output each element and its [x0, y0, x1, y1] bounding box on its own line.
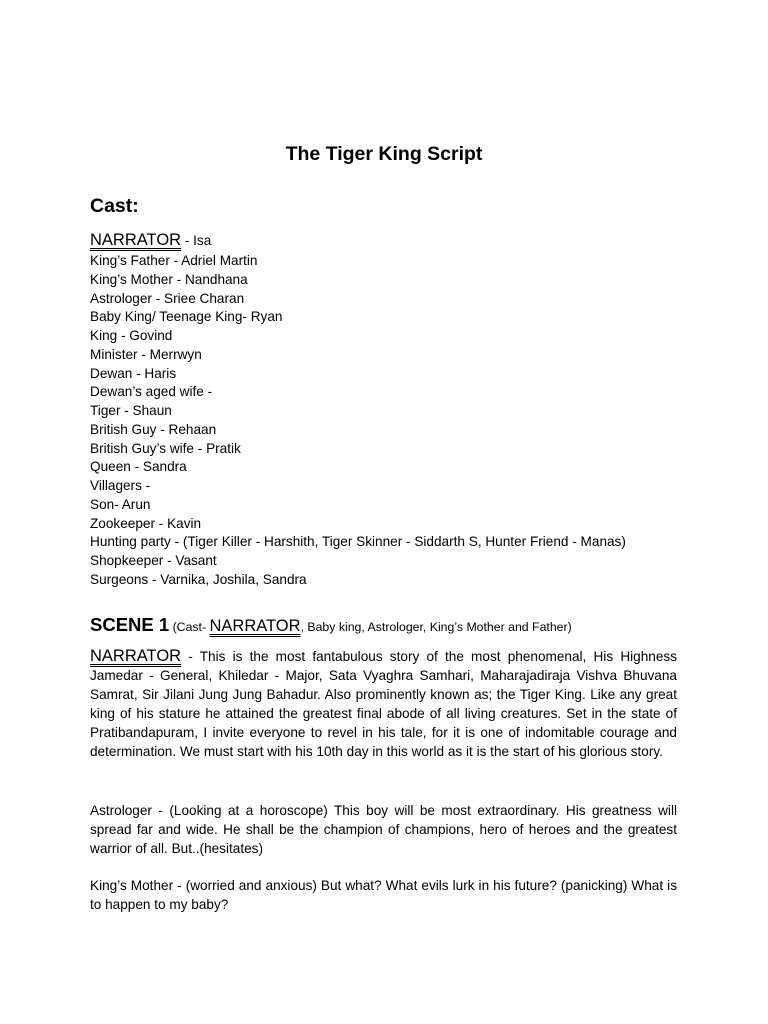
scene-label: SCENE 1 — [90, 614, 170, 635]
scene-1-heading — [90, 614, 572, 636]
cast-item: British Guy - Rehaan — [90, 421, 217, 437]
cast-item: Astrologer - Sriee Charan — [90, 290, 245, 306]
cast-item: Hunting party - (Tiger Killer - Harshith, Tiger Skinner - Siddarth S, Hunter Friend - Manas) — [90, 534, 626, 550]
narrator-role: NARRATOR — [90, 231, 182, 249]
cast-item: British Guy’s wife - Pratik — [90, 440, 241, 456]
cast-heading: Cast: — [90, 195, 139, 217]
cast-item: Tiger - Shaun — [90, 403, 172, 418]
cast-item: Son- Arun — [90, 496, 151, 512]
cast-item: Zookeeper - Kavin — [90, 515, 202, 531]
cast-item: Surgeons - Varnika, Joshila, Sandra — [90, 571, 307, 587]
document-title: The Tiger King Script — [285, 143, 483, 165]
narrator-line: - This is the most fantabulous story of the most phenomenal, His Highness Jamedar - General, Khiledar - Major, Sata Vyaghra Samhari, Maharajadiraja Vishva Bhuvana Samrat, Sir Jilani Jung Jung Bahadur. Also prominently known as; the Tiger King. Like any great king of his stature he attained the greatest final abode of all living creatures. Set in the state of Pratibandapuram, I invite everyone to revel in his tale, for it is one of indomitable courage and determination. We must start with his 10th day in this world as it is the start of his glorious story. — [90, 649, 677, 759]
cast-item: Villagers - — [90, 478, 151, 493]
narrator-paragraph — [90, 647, 677, 761]
narrator-actor: - Isa — [181, 233, 212, 248]
cast-item: King - Govind — [90, 328, 173, 343]
cast-item: Dewan’s aged wife - — [90, 384, 213, 400]
kings-mother-paragraph: King’s Mother - (worried and anxious) But what? What evils lurk in his future? (panicking) What is to happen to my baby? — [90, 878, 677, 912]
scene-cast-note — [169, 617, 572, 635]
astrologer-paragraph: Astrologer - (Looking at a horoscope) This boy will be most extraordinary. His greatness will spread far and wide. He shall be the champion of champions, hero of heroes and the greatest warrior of all. But..(hesitates) — [90, 803, 677, 856]
cast-item: Minister - Merrwyn — [90, 346, 202, 362]
scene-cast-narrator: NARRATOR — [209, 617, 301, 635]
cast-item: Baby King/ Teenage King- Ryan — [90, 309, 283, 325]
cast-item: Shopkeeper - Vasant — [90, 553, 217, 568]
scene-cast-rest: , Baby king, Astrologer, King’s Mother and Father) — [300, 620, 572, 634]
speaker-narrator: NARRATOR — [90, 647, 182, 665]
cast-item: Queen - Sandra — [90, 459, 187, 475]
cast-item: King’s Father - Adriel Martin — [90, 253, 258, 268]
cast-list — [90, 252, 626, 590]
cast-item: Dewan - Haris — [90, 365, 177, 381]
scene-cast-prefix: (Cast- — [169, 620, 210, 634]
cast-item: King’s Mother - Nandhana — [90, 271, 248, 287]
cast-narrator-line — [90, 229, 211, 252]
